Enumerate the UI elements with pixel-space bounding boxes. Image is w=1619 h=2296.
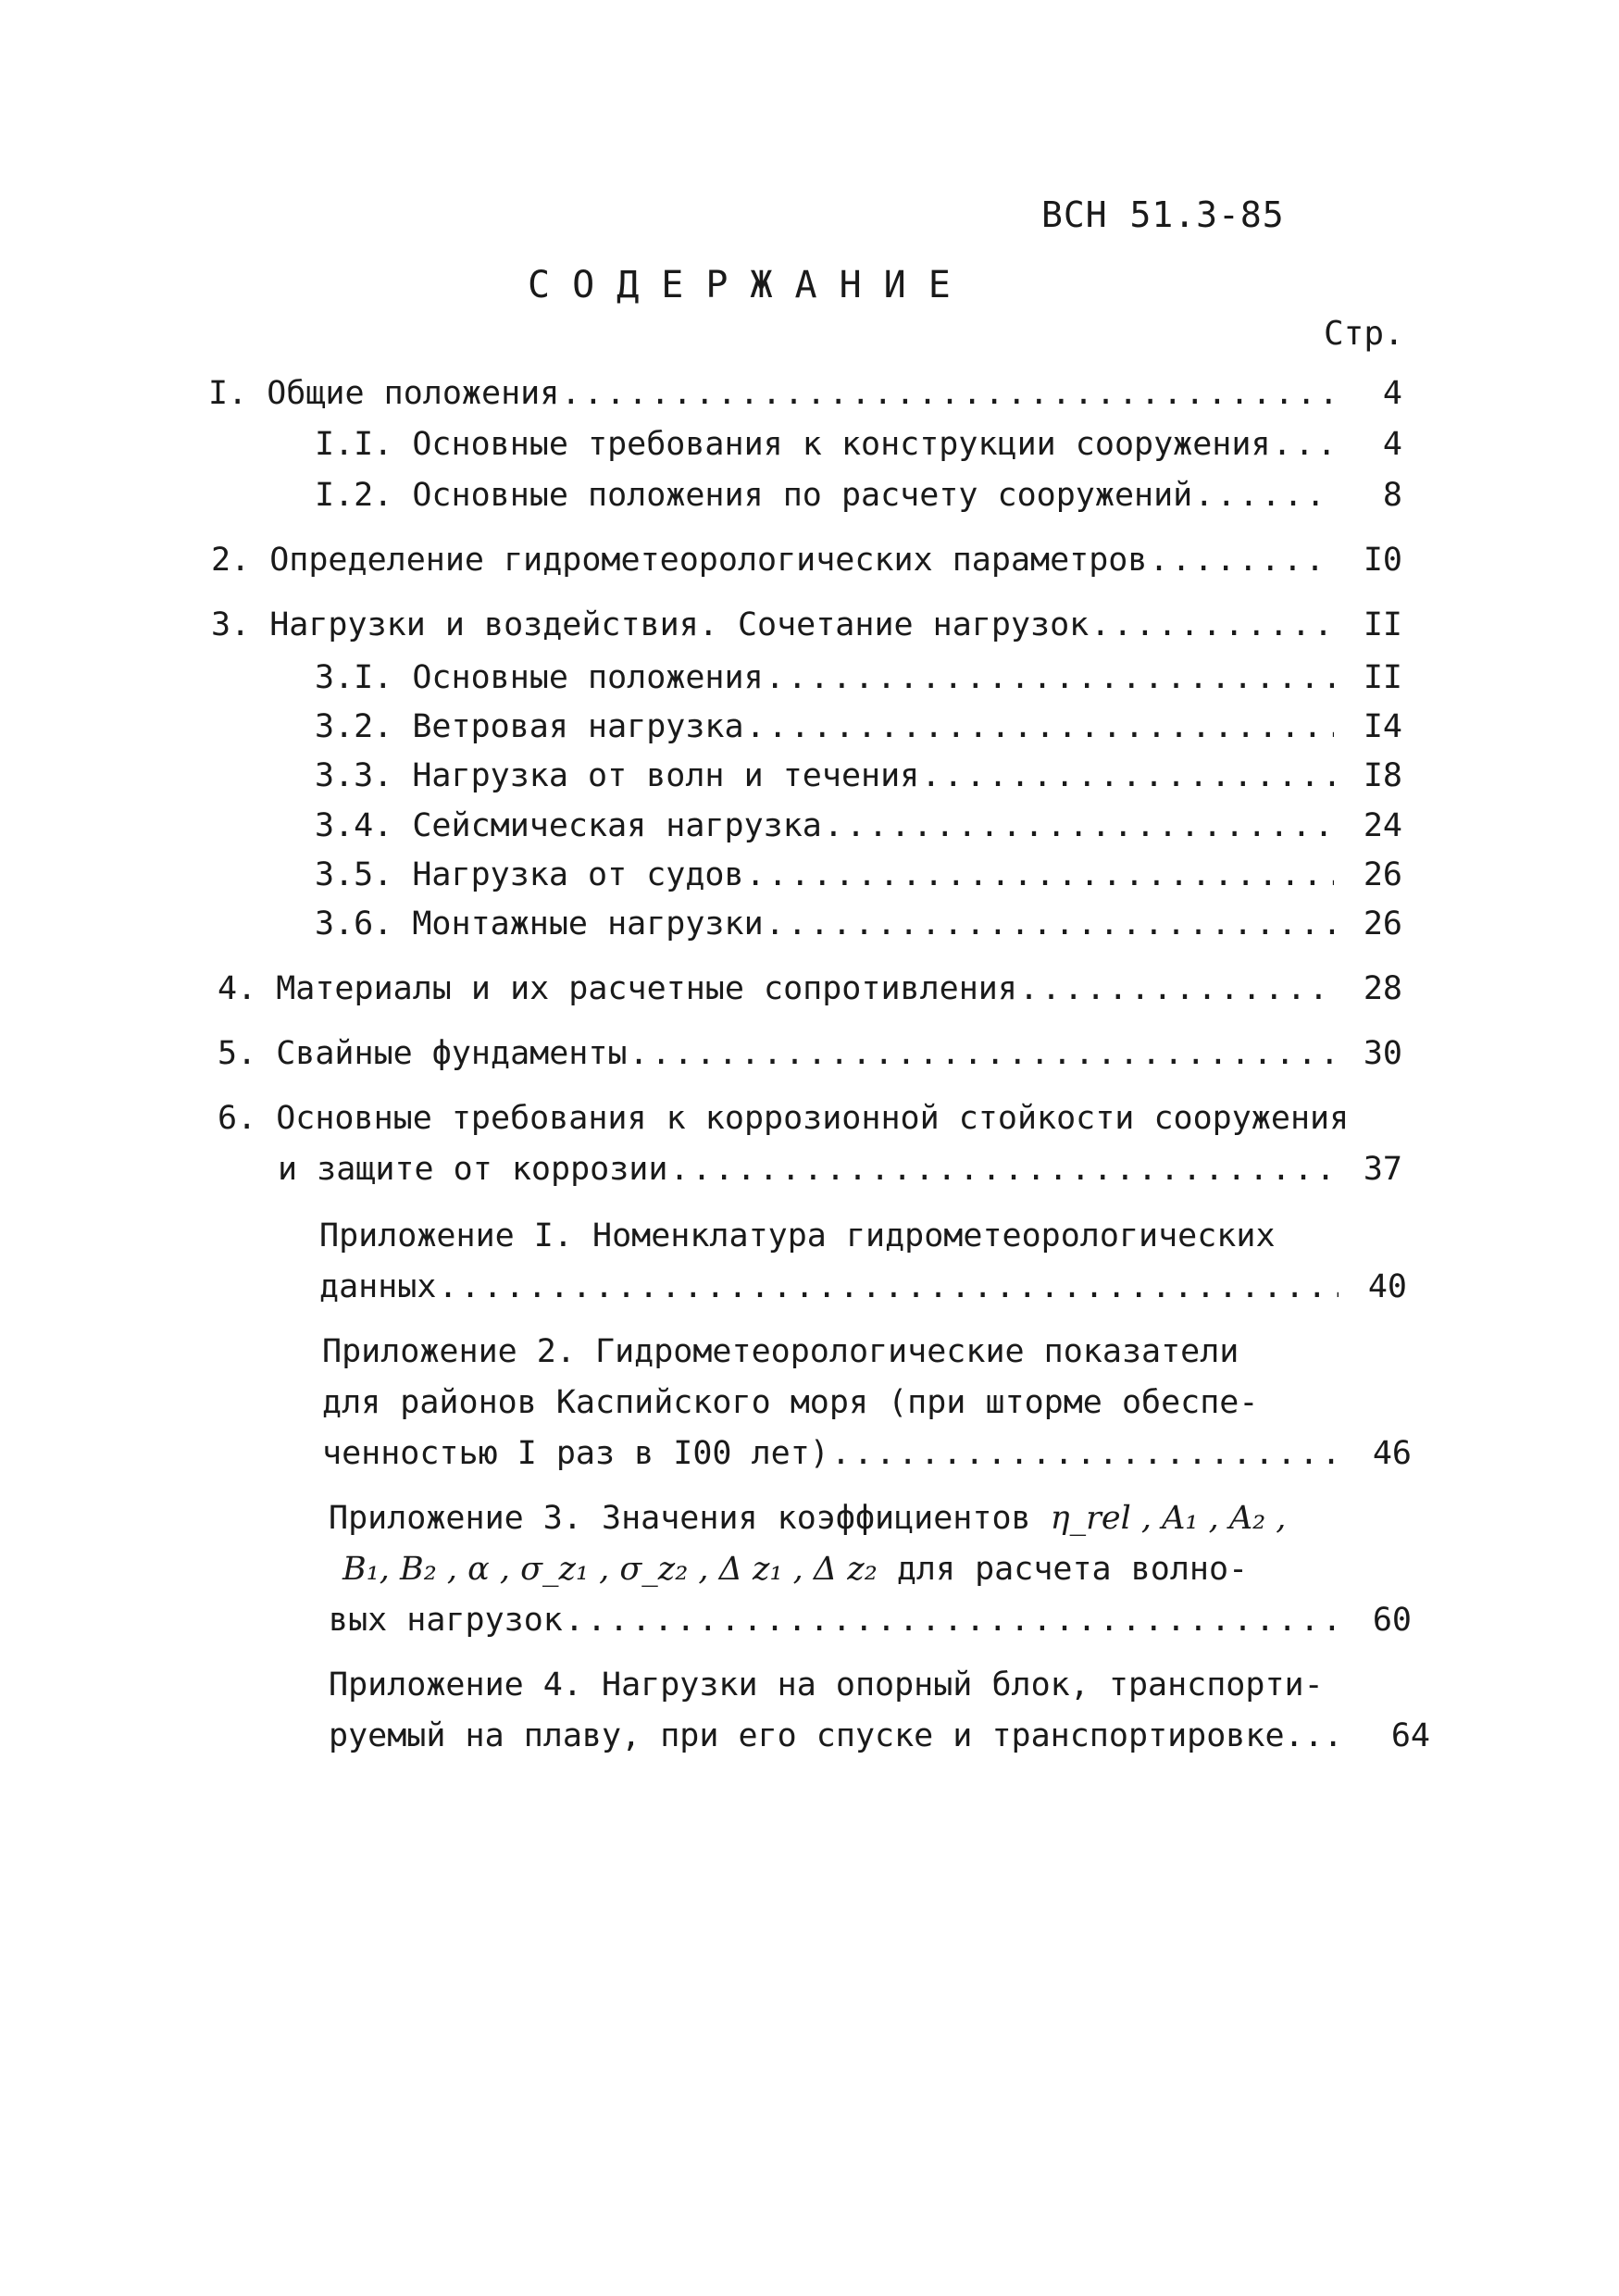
leader-dots [746, 708, 1334, 745]
toc-entry-text: 3.I. Основные положения [315, 659, 764, 696]
toc-entry [218, 970, 1402, 1007]
toc-entry-page: 26 [1363, 905, 1402, 942]
toc-entry [315, 757, 1402, 794]
appendix-4-line2 [329, 1717, 1430, 1754]
toc-entry-text: I. Общие положения [208, 375, 560, 412]
appendix-2-line1: Приложение 2. Гидрометеорологические показатели [322, 1333, 1239, 1370]
page-column-label: Стр. [1324, 315, 1404, 353]
toc-entry [329, 1602, 1412, 1639]
toc-entry-page: 46 [1372, 1435, 1412, 1472]
toc-entry-page: I0 [1363, 542, 1402, 579]
leader-dots [561, 375, 1334, 412]
leader-dots [766, 659, 1334, 696]
toc-entry-page: II [1363, 659, 1402, 696]
page-title: СОДЕРЖАНИЕ [528, 264, 973, 306]
toc-entry-page: II [1363, 606, 1402, 643]
toc-entry [315, 708, 1402, 745]
toc-entry-page: 4 [1382, 375, 1402, 412]
toc-entry-page: 28 [1363, 970, 1402, 1007]
toc-entry-text: 3.5. Нагрузка от судов [315, 856, 744, 893]
toc-entry-text: 4. Материалы и их расчетные сопротивления [218, 970, 1017, 1007]
coefficient-symbols-1: η_rel , A₁ , A₂ , [1050, 1500, 1287, 1537]
toc-entry-text: 3.2. Ветровая нагрузка [315, 708, 744, 745]
toc-entry-text: 3.6. Монтажные нагрузки [315, 905, 764, 942]
leader-dots [1019, 970, 1334, 1007]
toc-entry-page: I4 [1363, 708, 1402, 745]
toc-entry [278, 1151, 1402, 1188]
toc-entry-text: данных [319, 1268, 437, 1305]
leader-dots [766, 905, 1334, 942]
toc-entry-6-line1: 6. Основные требования к коррозионной стойкости сооружения [218, 1100, 1350, 1137]
toc-entry-text: I.2. Основные положения по расчету сооружений [315, 477, 1193, 514]
leader-dots [1273, 426, 1334, 463]
toc-entry [322, 1435, 1412, 1472]
toc-entry-page: 8 [1382, 477, 1402, 514]
toc-entry-text: I.I. Основные требования к конструкции сооружения [315, 426, 1271, 463]
leader-dots [629, 1035, 1334, 1072]
toc-entry [315, 905, 1402, 942]
toc-entry [218, 1035, 1402, 1072]
appendix-3-line2 [342, 1551, 1248, 1588]
toc-entry [208, 375, 1402, 412]
toc-entry [211, 542, 1402, 579]
toc-entry-text: 5. Свайные фундаменты [218, 1035, 628, 1072]
toc-entry-page: 4 [1382, 426, 1402, 463]
toc-entry [315, 659, 1402, 696]
toc-entry-page: 64 [1390, 1717, 1430, 1754]
toc-entry [315, 426, 1402, 463]
toc-entry-text: и защите от коррозии [278, 1151, 668, 1188]
toc-entry-page: I8 [1363, 757, 1402, 794]
toc-entry-page: 26 [1363, 856, 1402, 893]
leader-dots [1194, 477, 1334, 514]
appendix-2-line2: для районов Каспийского моря (при шторме обеспе- [322, 1384, 1259, 1421]
appendix-3-line1 [329, 1500, 1286, 1537]
toc-entry-text: вых нагрузок [329, 1602, 563, 1639]
leader-dots [565, 1602, 1343, 1639]
leader-dots [746, 856, 1334, 893]
toc-entry [211, 606, 1402, 643]
leader-dots [1090, 606, 1334, 643]
appendix-1-line1: Приложение I. Номенклатура гидрометеорологических [319, 1217, 1276, 1254]
toc-entry-text: 3.3. Нагрузка от волн и течения [315, 757, 920, 794]
leader-dots [669, 1151, 1334, 1188]
appendix-3-label: Приложение 3. Значения коэффициентов [329, 1500, 1031, 1537]
toc-entry-text: 2. Определение гидрометеорологических параметров [211, 542, 1148, 579]
leader-dots [1149, 542, 1334, 579]
toc-entry-text: 3.4. Сейсмическая нагрузка [315, 807, 822, 844]
toc-entry-page: 40 [1367, 1268, 1407, 1305]
leader-dots [824, 807, 1334, 844]
toc-entry [315, 477, 1402, 514]
document-code: ВСН 51.3-85 [1041, 194, 1285, 235]
leader-dots [831, 1435, 1343, 1472]
toc-entry-text: 3. Нагрузки и воздействия. Сочетание нагрузок [211, 606, 1090, 643]
toc-entry [319, 1268, 1407, 1305]
leader-dots [921, 757, 1334, 794]
leader-dots [438, 1268, 1339, 1305]
appendix-4-line1: Приложение 4. Нагрузки на опорный блок, транспорти- [329, 1666, 1324, 1703]
toc-entry-page: 24 [1363, 807, 1402, 844]
toc-entry-page: 30 [1363, 1035, 1402, 1072]
toc-entry-page: 37 [1363, 1151, 1402, 1188]
coefficient-symbols-2: B₁, B₂ , α , σ_z₁ , σ_z₂ , Δ z₁ , Δ z₂ [342, 1551, 878, 1588]
appendix-3-tail: для расчета волно- [896, 1551, 1249, 1588]
toc-entry-text: руемый на плаву, при его спуске и транспортировке... [329, 1717, 1343, 1754]
toc-entry-text: ченностью I раз в I00 лет) [322, 1435, 829, 1472]
toc-entry [315, 807, 1402, 844]
toc-entry-page: 60 [1372, 1602, 1412, 1639]
toc-entry [315, 856, 1402, 893]
